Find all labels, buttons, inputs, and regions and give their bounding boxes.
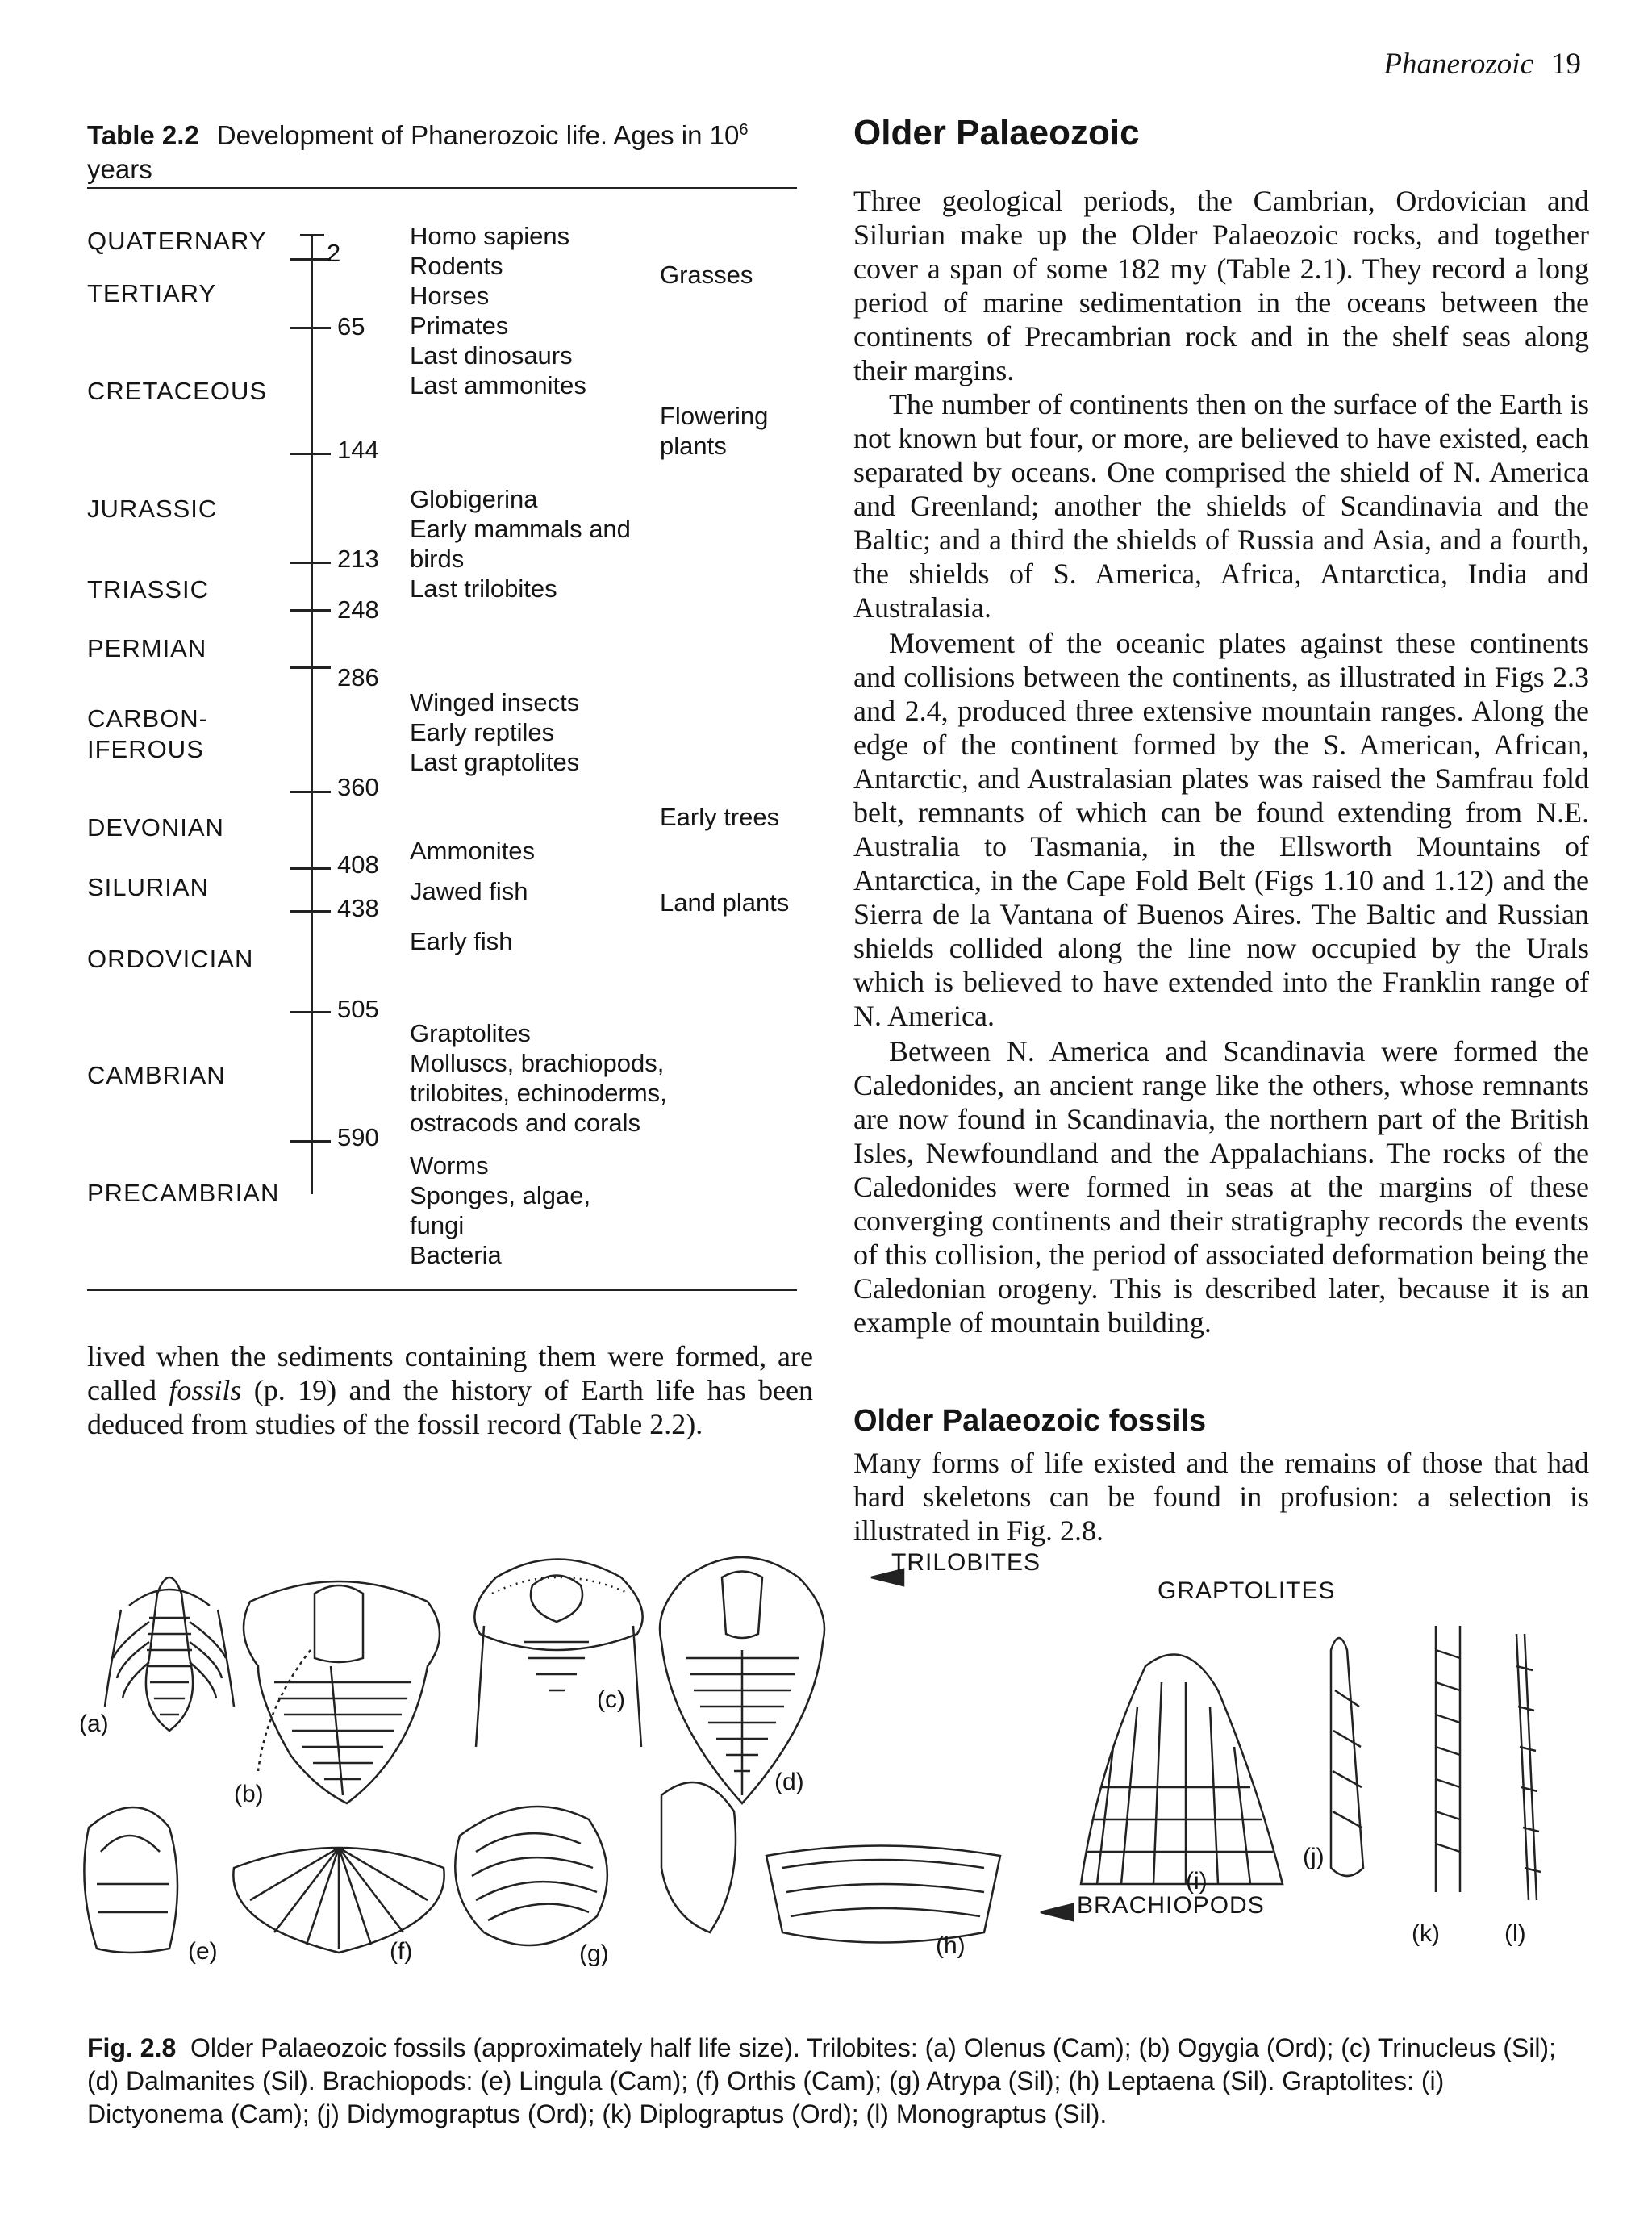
age-label: 408 [337,850,379,879]
specimen-label: (e) [188,1938,218,1965]
figure-caption [87,2032,1587,2131]
timeline-tick [290,453,331,455]
specimen-label: (f) [390,1938,413,1965]
figure-2-8 [73,1545,1589,2025]
graptolite-monograptus-icon [1516,1634,1541,1900]
plant-entry: Land plants [660,888,790,917]
life-entry: Ammonites [410,837,536,865]
age-label: 360 [337,773,379,801]
right-paragraph: Movement of the oceanic plates against these continents and collisions between the continents, as illustrated in Figs 2.3 and 2.4, produced three extensive mountain ranges. Along the edge of the continent formed by the S. American, African, Antarctic, and Australasian plates was raised the Samfrau fold belt, remnants of which can be found extending from N.E. Australia to Tasmania, in the Ellsworth Mountains of Antarctica, in the Cape Fold Belt (Figs 1.10 and 1.12) and the Sierra de la Vantana of Buenos Aires. The Baltic and Russian shields collided along the line now occupied by the Urals which is believed to have extended into the Franklin range of N. America. [853,627,1589,1032]
brachiopod-atrypa-icon [455,1807,607,1945]
timeline-tick [290,1011,331,1013]
period-label: JURASSIC [87,495,218,523]
fossil-illustrations [73,1545,1589,2025]
specimen-label: (j) [1303,1844,1325,1870]
plant-entry: plants [660,432,727,460]
trilobite-dalmanites-icon [660,1557,824,1803]
page-number: 19 [1551,48,1581,81]
life-entry: Early fish [410,927,513,955]
graptolite-diplograptus-icon [1436,1626,1460,1892]
life-entry: Globigerina [410,485,538,513]
life-entry: Primates [410,311,509,340]
period-label: TERTIARY [87,279,217,307]
trilobite-olenus-icon [105,1577,234,1731]
period-label: CARBON- [87,704,208,733]
table-caption-text: Development of Phanerozoic life. Ages in 10 [216,120,740,150]
timeline-tick [290,791,331,793]
period-label: PRECAMBRIAN [87,1179,280,1207]
period-label: CAMBRIAN [87,1061,226,1089]
life-entry: fungi [410,1211,465,1239]
plant-entry: Early trees [660,803,780,831]
heading-older-palaeozoic: Older Palaeozoic [853,113,1140,152]
figure-caption-label: Fig. 2.8 [87,2033,177,2062]
table-caption-end: years [87,154,152,184]
period-label: QUATERNARY [87,227,267,255]
life-entry: Molluscs, brachiopods, [410,1049,665,1077]
table-top-rule [87,187,797,189]
timeline-tick [290,562,331,564]
age-label: 286 [337,663,379,691]
period-label: SILURIAN [87,873,209,901]
figure-caption-text: Older Palaeozoic fossils (approximately half life size). Trilobites: (a) Olenus (Cam); (b) Ogygia (Ord); (c) Trinucleus (Sil); (d) Dalmanites (Sil). Brachiopods: (e) Lingula (Cam); (f) Orthis (Cam); (g) Atrypa (Sil); (h) Leptaena (Sil). Graptolites: (i) Dictyonema (Cam); (j) Didymograptus (Ord); (k) Diplograptus (Ord); (l) Monograptus (Sil). [87,2033,1556,2128]
brachiopod-lingula-icon [84,1807,177,1953]
timeline-tick [300,234,324,236]
life-entry: Jawed fish [410,877,528,905]
period-label: PERMIAN [87,634,207,662]
timeline-tick [290,258,331,261]
group-label-trilobites [843,1549,1041,1577]
life-entry: Last ammonites [410,371,586,399]
life-entry: Early reptiles [410,718,555,746]
group-label-text: TRILOBITES [891,1549,1041,1576]
trilobite-ogygia-icon [244,1581,440,1803]
age-label: 2 [327,239,341,267]
plant-entry: Flowering [660,402,769,430]
life-entry: Last dinosaurs [410,341,573,370]
life-entry: Winged insects [410,688,580,716]
life-entry: ostracods and corals [410,1109,641,1137]
specimen-label: (b) [234,1781,264,1807]
timeline-tick [290,609,331,612]
right-paragraph: Three geological periods, the Cambrian, Ordovician and Silurian make up the Older Palaeozoic rocks, and together cover a span of some 182 my (Table 2.1). They record a long period of marine sedimentation in the oceans between the continents of Precambrian rock and in the shelf seas along their margins. [853,185,1589,386]
right-paragraph: Many forms of life existed and the remains of those that had hard skeletons can be found in profusion: a selection is illustrated in Fig. 2.8. [853,1447,1589,1547]
age-label: 590 [337,1123,379,1151]
age-label: 505 [337,995,379,1023]
life-entry: Homo sapiens [410,222,570,250]
life-entry: Horses [410,282,490,310]
plant-entry: Grasses [660,261,753,289]
period-label: CRETACEOUS [87,377,268,405]
running-head [1383,47,1581,81]
table-label: Table 2.2 [87,120,199,150]
table-caption-exponent: 6 [739,121,749,139]
graptolite-didymograptus-icon [1331,1638,1363,1876]
period-label: IFEROUS [87,735,204,763]
specimen-label: (a) [79,1711,109,1737]
timeline-tick [290,867,331,870]
right-paragraph: The number of continents then on the surface of the Earth is not known but four, or more, are believed to have existed, each separated by oceans. One comprised the shield of N. America and Greenland; another the shields of Scandinavia and the Baltic; and a third the shields of Russia and Asia, and a fourth, the shields of S. America, Africa, Antarctica, India and Australasia. [853,388,1589,624]
group-label-graptolites: GRAPTOLITES [1158,1577,1336,1604]
table-bottom-rule [87,1289,797,1291]
specimen-label: (h) [936,1932,966,1959]
specimen-label: (k) [1412,1920,1440,1947]
timeline-tick [290,1140,331,1143]
life-entry: birds [410,545,465,573]
heading-older-palaeozoic-fossils: Older Palaeozoic fossils [853,1404,1207,1438]
age-label: 248 [337,595,379,624]
running-head-section: Phanerozoic [1383,48,1533,81]
life-entry: Bacteria [410,1241,502,1269]
life-entry: Last graptolites [410,748,580,776]
period-label: TRIASSIC [87,575,209,604]
fossils-term: fossils [169,1374,242,1406]
life-entry: Rodents [410,252,503,280]
period-label: ORDOVICIAN [87,945,254,973]
left-paragraph-text: (p. 19) and the history of Earth life has been deduced from studies of the fossil record (Table 2.2). [87,1374,813,1440]
age-label: 144 [337,436,379,464]
period-label: DEVONIAN [87,813,224,842]
specimen-label: (i) [1186,1868,1208,1895]
specimen-label: (g) [579,1940,609,1967]
graptolite-dictyonema-icon [1081,1654,1283,1884]
specimen-label: (l) [1504,1920,1526,1947]
life-entry: Last trilobites [410,574,557,603]
timeline-tick [290,666,331,669]
timeline-tick [290,327,331,329]
age-label: 213 [337,545,379,573]
specimen-label: (c) [597,1686,625,1713]
brachiopod-orthis-icon [233,1848,444,1953]
right-paragraph: Between N. America and Scandinavia were formed the Caledonides, an ancient range like the others, whose remnants are now found in Scandinavia, the northern part of the British Isles, Newfoundland and the Appalachians. The rocks of the Caledonides were formed in seas at the margins of these converging continents and their stratigraphy records the events of this collision, the period of associated deformation being the Caledonian orogeny. This is described later, because it is an example of mountain building. [853,1035,1589,1339]
life-entry: Graptolites [410,1019,531,1047]
group-label-brachiopods: BRACHIOPODS [1077,1892,1265,1919]
age-label: 438 [337,894,379,922]
life-entry: Sponges, algae, [410,1181,591,1209]
life-entry: trilobites, echinoderms, [410,1079,667,1107]
life-entry: Worms [410,1151,489,1180]
arrow-left-icon [1041,1904,1073,1920]
specimen-label: (d) [774,1769,804,1795]
timeline-axis [311,234,313,1194]
table-caption [87,113,813,186]
brachiopod-leptaena-icon [661,1782,1000,1943]
trilobite-trinucleus-icon [474,1560,642,1748]
age-label: 65 [337,312,365,340]
timeline-tick [290,910,331,913]
left-paragraph [87,1339,813,1441]
left-paragraph-text: lived when the sediments containing them were formed, are called [87,1340,813,1406]
life-entry: Early mammals and [410,515,631,543]
